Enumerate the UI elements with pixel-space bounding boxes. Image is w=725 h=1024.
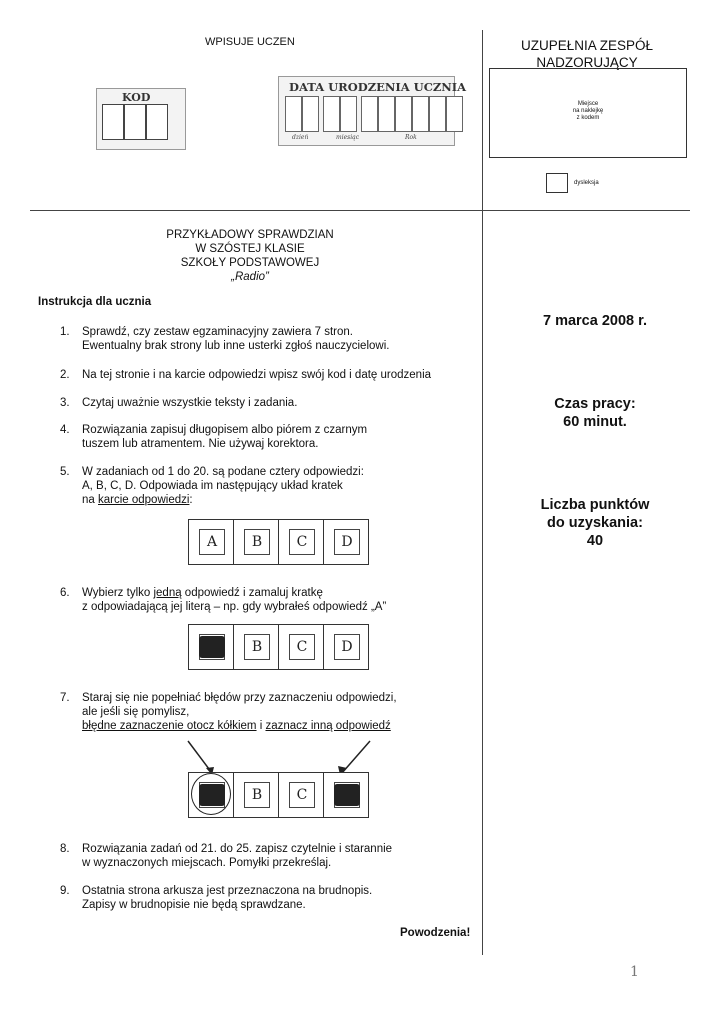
circle-mark-icon <box>191 773 231 815</box>
instruction-7: 7. Staraj się nie popełniać błędów przy zaznaczeniu odpowiedzi, ale jeśli się pomylisz, błędne zaznaczenie otocz kółkiem i zaznacz inną odpowiedź <box>60 692 397 732</box>
filled-mark <box>199 636 225 658</box>
code-cells[interactable] <box>102 104 168 140</box>
answer-b-box: B <box>244 782 270 808</box>
instructions-heading: Instrukcja dla ucznia <box>38 296 152 308</box>
sticker-area: Miejsce na naklejkę z kodem <box>489 68 687 158</box>
instruction-1: 1. Sprawdź, czy zestaw egzaminacyjny zawiera 7 stron. Ewentualny brak strony lub inne usterki zgłoś nauczycielowi. <box>60 326 390 352</box>
instruction-6: 6. Wybierz tylko jedną odpowiedź i zamaluj kratkę z odpowiadającą jej literą – np. gdy wybrałeś odpowiedź „A” <box>60 587 387 613</box>
day-label: dzień <box>292 134 309 141</box>
answer-grid-corrected <box>188 772 369 818</box>
answer-c-box: C <box>289 634 315 660</box>
instruction-8: 8. Rozwiązania zadań od 21. do 25. zapisz czytelnie i starannie w wyznaczonych miejscach. Pomyłki przekreślaj. <box>60 843 393 869</box>
answer-d-box: D <box>334 634 360 660</box>
instruction-3: 3. Czytaj uważnie wszystkie teksty i zadania. <box>60 397 298 409</box>
answer-a-box: A <box>199 529 225 555</box>
answer-b-box: B <box>244 529 270 555</box>
instruction-2: 2. Na tej stronie i na karcie odpowiedzi wpisz swój kod i datę urodzenia <box>60 369 432 381</box>
dyslexia-checkbox[interactable] <box>546 173 568 193</box>
answer-c-box: C <box>289 529 315 555</box>
page-number: 1 <box>630 964 639 980</box>
answer-d-box: D <box>334 529 360 555</box>
code-label: KOD <box>122 91 151 104</box>
filled-mark <box>334 784 360 806</box>
answer-c-box: C <box>289 782 315 808</box>
exam-duration: Czas pracy: 60 minut. <box>554 396 636 430</box>
good-luck-text: Powodzenia! <box>400 927 471 939</box>
dyslexia-label: dysleksja <box>574 180 599 186</box>
year-label: Rok <box>405 134 417 141</box>
instruction-5: 5. W zadaniach od 1 do 20. są podane cztery odpowiedzi: A, B, C, D. Odpowiada im następujący układ kratek na karcie odpowiedzi: <box>60 466 364 506</box>
birthdate-cells[interactable] <box>285 96 463 132</box>
answer-b-box: B <box>244 634 270 660</box>
max-points: Liczba punktów do uzyskania: 40 <box>540 497 650 549</box>
answer-grid-example <box>188 519 369 565</box>
instruction-9: 9. Ostatnia strona arkusza jest przeznaczona na brudnopis. Zapisy w brudnopisie nie będą sprawdzane. <box>60 885 373 911</box>
month-label: miesiąc <box>336 134 360 141</box>
team-fills-heading: UZUPEŁNIA ZESPÓŁ NADZORUJĄCY <box>520 38 654 70</box>
exam-title: PRZYKŁADOWY SPRAWDZIAN W SZÓSTEJ KLASIE SZKOŁY PODSTAWOWEJ „Radio” <box>166 229 334 283</box>
instruction-4: 4. Rozwiązania zapisuj długopisem albo piórem z czarnym tuszem lub atramentem. Nie używaj korektora. <box>60 424 368 450</box>
student-fills-label: WPISUJE UCZEN <box>205 36 295 48</box>
horizontal-divider <box>30 210 690 211</box>
birthdate-label: DATA URODZENIA UCZNIA <box>289 80 467 94</box>
answer-grid-marked <box>188 624 369 670</box>
exam-date: 7 marca 2008 r. <box>542 313 647 329</box>
vertical-divider <box>482 30 483 955</box>
